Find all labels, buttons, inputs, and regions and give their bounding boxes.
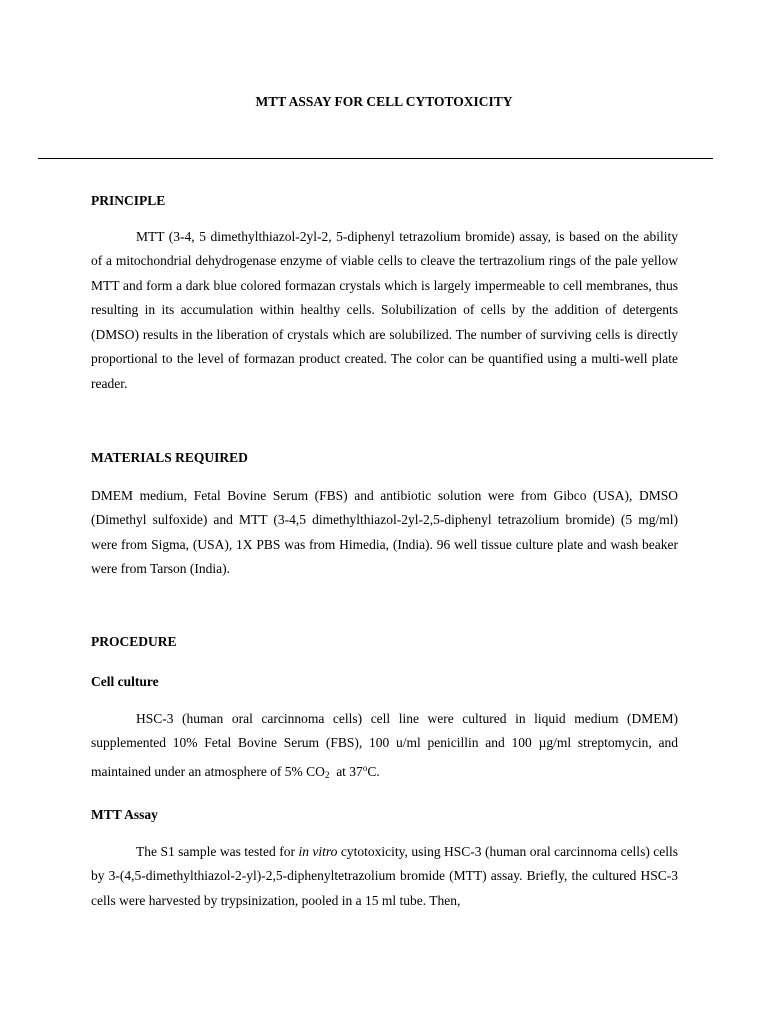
- principle-heading: PRINCIPLE: [91, 193, 166, 208]
- in-vitro-italic: in vitro: [298, 843, 338, 859]
- procedure-heading: PROCEDURE: [91, 633, 177, 649]
- principle-paragraph: MTT (3-4, 5 dimethylthiazol-2yl-2, 5-diphenyl tetrazolium bromide) assay, is based on the ability of a mitochondrial dehydrogenase enzyme of viable cells to cleave the tertrazolium rings of the pale yellow MTT and form a dark blue colored formazan crystals which is largely impermeable to cell membranes, thus resulting in its accumulation within healthy cells. Solubilization of cells by the addition of detergents (DMSO) results in the liberation of crystals which are solubilized. The number of surviving cells is directly proportional to the level of formazan product created. The color can be quantified using a multi-well plate reader.: [91, 228, 678, 391]
- mtt-assay-text-rest: cytotoxicity, using HSC-3 (human oral carcinnoma cells) cells by 3-(4,5-dimethylthiazol-2-yl)-2,5-diphenyltetrazolium bromide (MTT) assay. Briefly, the cultured HSC-3 cells were harvested by trypsinization, pooled in a 15 ml tube. Then,: [91, 843, 679, 908]
- title-divider: [38, 158, 713, 159]
- cell-culture-end-text: C.: [367, 763, 380, 779]
- degree-superscript: o: [362, 762, 368, 773]
- co2-subscript: 2: [324, 769, 330, 780]
- mtt-assay-text-start: The S1 sample was tested for: [136, 843, 299, 859]
- mtt-assay-paragraph: [91, 840, 678, 914]
- mtt-assay-heading: MTT Assay: [91, 807, 158, 822]
- materials-paragraph: DMEM medium, Fetal Bovine Serum (FBS) and antibiotic solution were from Gibco (USA), DMSO (Dimethyl sulfoxide) and MTT (3-4,5 dimethylthiazol-2yl-2,5-diphenyl tetrazolium bromide) (5 mg/ml) were from Sigma, (USA), 1X PBS was from Himedia, (India). 96 well tissue culture plate and wash beaker were from Tarson (India).: [91, 487, 678, 576]
- cell-culture-paragraph: [91, 707, 678, 788]
- cell-culture-temp-text: at 37: [329, 763, 363, 779]
- cell-culture-text: HSC-3 (human oral carcinnoma cells) cell line were cultured in liquid medium (DMEM) supplemented 10% Fetal Bovine Serum (FBS), 100 u/ml penicillin and 100 µg/ml streptomycin, and maintained under an atmosphere of 5% CO: [91, 710, 678, 779]
- materials-heading: MATERIALS REQUIRED: [91, 450, 248, 465]
- document-body: [91, 189, 678, 913]
- cell-culture-heading: Cell culture: [91, 674, 159, 689]
- document-title: MTT ASSAY FOR CELL CYTOTOXICITY: [255, 94, 513, 109]
